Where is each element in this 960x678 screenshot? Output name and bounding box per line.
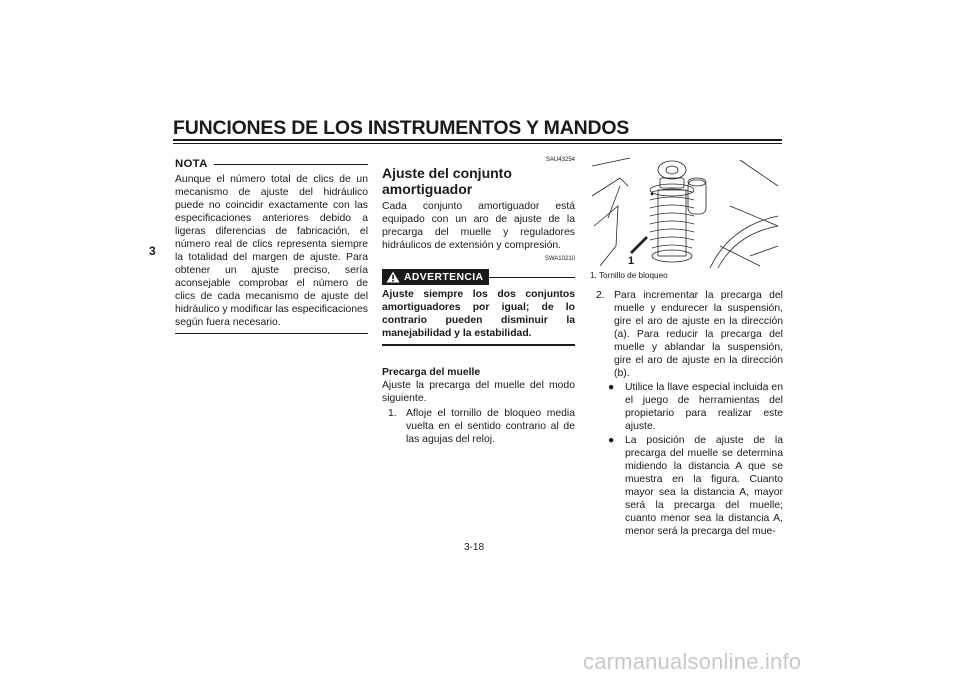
warning-header: [382, 269, 575, 285]
step-1-number: 1.: [388, 408, 397, 419]
column-right: [590, 156, 783, 538]
title-rule: [173, 139, 782, 141]
figure-callout-1: 1: [628, 255, 635, 267]
step-2-number: 2.: [596, 290, 605, 301]
warning-text: Ajuste siempre los dos conjuntos amortiguadores por igual; de lo contrario pueden disminuir la manejabilidad y la estabilidad.: [382, 289, 575, 339]
step-2-text: Para incrementar la precarga del muelle y endurecer la suspensión, gire el aro de ajuste en la dirección (a). Para reducir la precarga del muelle y ablandar la suspensión, gire el aro de ajuste en la dirección (b).: [614, 290, 783, 379]
bullet-1-text: Utilice la llave especial incluida en el juego de herramientas del propietario para realizar este ajuste.: [625, 382, 783, 432]
chapter-tab: 3: [149, 244, 156, 258]
warning-triangle-icon: [386, 271, 400, 283]
spring-preload-heading: Precarga del muelle: [382, 367, 481, 378]
warning-end-rule: [382, 344, 575, 346]
note-end-rule: [175, 333, 368, 334]
bullet-icon: ●: [608, 382, 615, 393]
warning-rule: [489, 277, 575, 278]
shock-absorber-illustration: [590, 156, 780, 268]
page-number: 3-18: [464, 542, 485, 553]
bullet-icon: ●: [608, 435, 615, 446]
warning-badge: [382, 269, 489, 285]
column-left: [175, 158, 368, 334]
warning-code: SWA10210: [544, 256, 575, 262]
bullet-2-text: La posición de ajuste de la precarga del muelle se determina midiendo la distancia A que se muestra en la figura. Cuanto mayor sea la distancia A, mayor será la precarga del muelle; cuanto menor sea la distancia A, menor será la precarga del mue-: [625, 435, 783, 537]
column-middle: [382, 156, 575, 446]
watermark: carmanualsonline.info: [583, 649, 802, 674]
step-1-text: Afloje el tornillo de bloqueo media vuelta en el sentido contrario al de las agujas del reloj.: [406, 408, 575, 445]
spring-preload-intro: Ajuste la precarga del muelle del modo siguiente.: [382, 380, 575, 404]
section-title: Ajuste del conjunto amortiguador: [382, 165, 512, 197]
section-code: SAU43254: [545, 157, 575, 163]
title-rule-thin: [173, 143, 782, 144]
note-label: NOTA: [175, 158, 208, 170]
bullet-item: [590, 381, 783, 433]
figure-caption: 1. Tornillo de bloqueo: [590, 271, 668, 280]
step-1: [382, 407, 575, 446]
note-text: Aunque el número total de clics de un mecanismo de ajuste del hidráulico puede no coincidir exactamente con las especificaciones anteriores debido a ligeras diferencias de fabricación, el número real de clics representa siempre la totalidad del margen de ajuste. Para obtener un ajuste preciso, sería aconsejable comprobar el número de clics de cada mecanismo de ajuste del hidráulico y modificar las especificaciones según fuera necesario.: [175, 174, 368, 328]
warning-label: ADVERTENCIA: [404, 271, 484, 283]
bullet-item: [590, 434, 783, 538]
note-rule: [214, 164, 368, 165]
step-2: [590, 289, 783, 380]
note-header: [175, 158, 368, 171]
section-intro: Cada conjunto amortiguador está equipado con un aro de ajuste de la precarga del muelle y reguladores hidráulicos de extensión y compresión.: [382, 201, 575, 251]
page-title: FUNCIONES DE LOS INSTRUMENTOS Y MANDOS: [173, 117, 630, 139]
